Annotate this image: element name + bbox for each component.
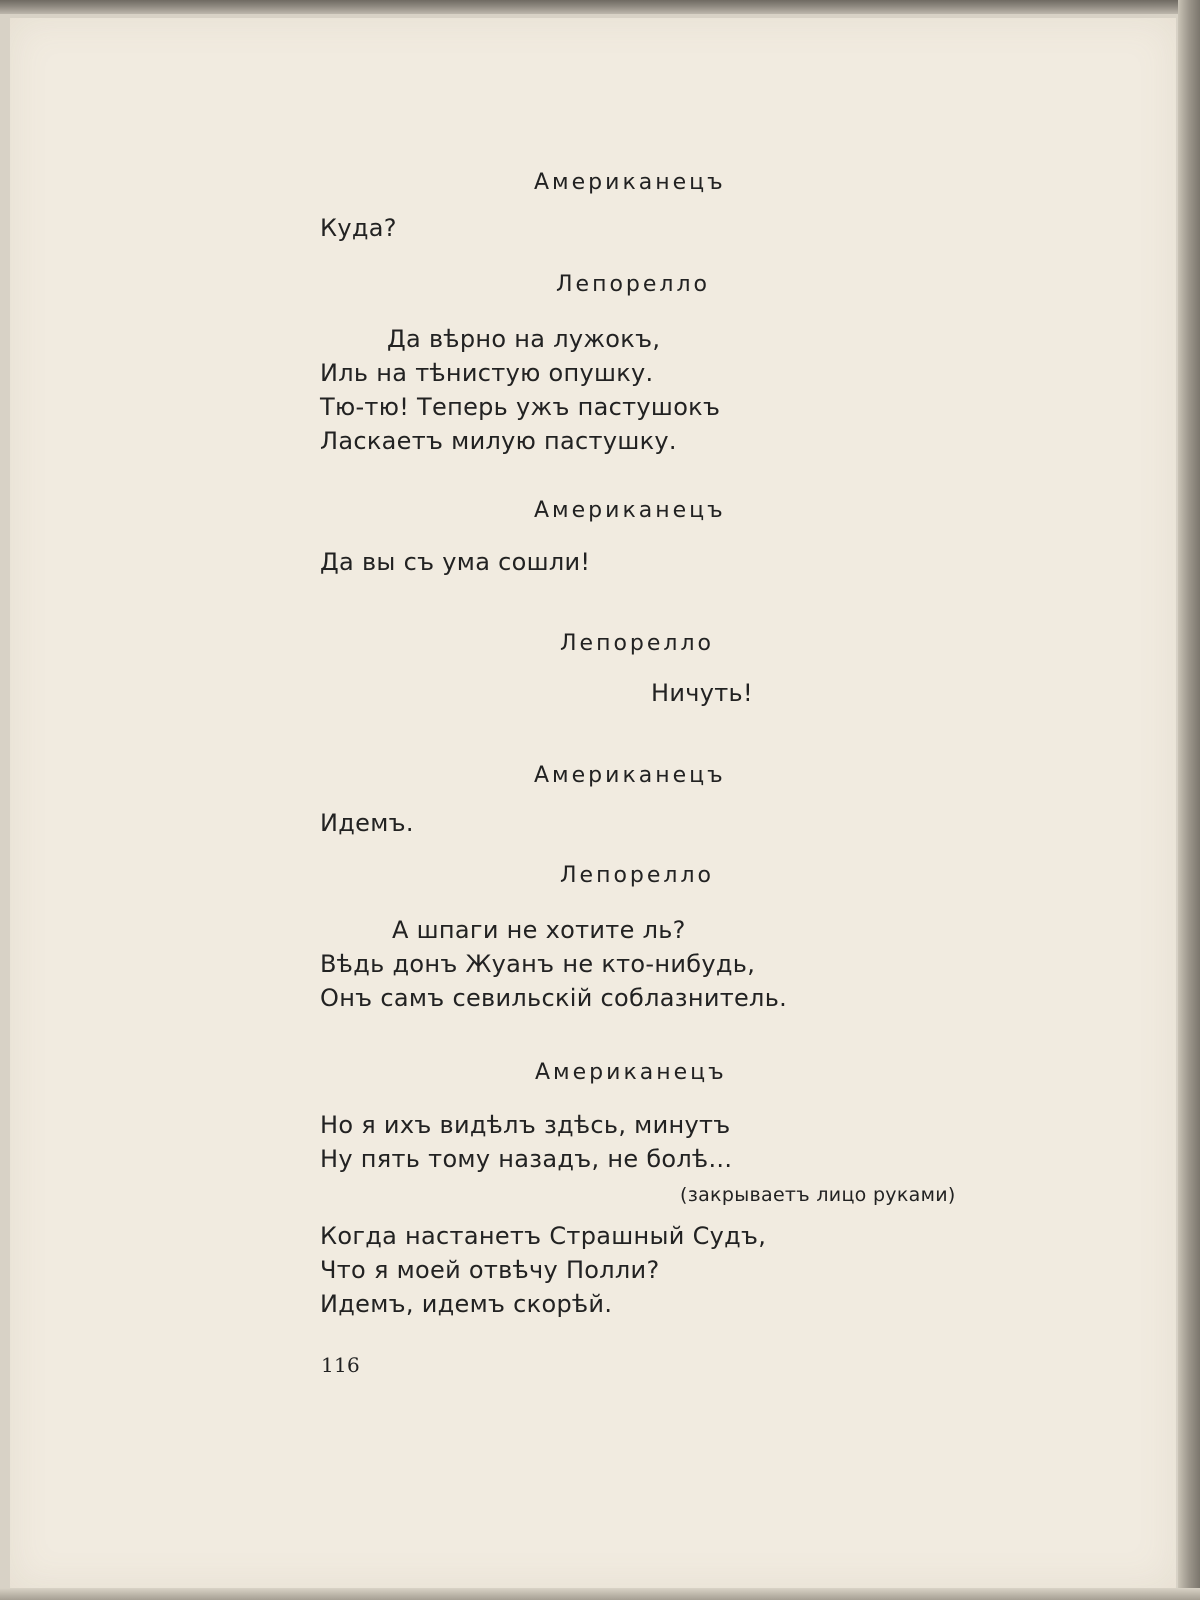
verse-line: Вѣдь донъ Жуанъ не кто-нибудь, (320, 950, 756, 978)
verse-line: А шпаги не хотите ль? (392, 916, 686, 944)
page-number: 116 (321, 1353, 361, 1377)
verse-line: Ну пять тому назадъ, не болѣ... (320, 1145, 733, 1173)
page-top-edge (0, 0, 1200, 14)
speaker-name: Лепорелло (560, 631, 715, 656)
speaker-name: Американецъ (534, 498, 726, 523)
verse-line: Ничуть! (651, 679, 753, 707)
verse-line: Идемъ, идемъ скорѣй. (320, 1290, 613, 1318)
verse-line: Когда настанетъ Страшный Судъ, (320, 1222, 767, 1250)
verse-line: Идемъ. (320, 809, 414, 837)
verse-line: Да вы съ ума сошли! (320, 548, 591, 576)
verse-line: Но я ихъ видѣлъ здѣсь, минутъ (320, 1111, 731, 1139)
book-page (10, 18, 1176, 1588)
page-right-edge (1178, 0, 1200, 1600)
verse-line: Ласкаетъ милую пастушку. (320, 427, 677, 455)
verse-line: Что я моей отвѣчу Полли? (320, 1256, 660, 1284)
verse-line: Иль на тѣнистую опушку. (320, 359, 654, 387)
speaker-name: Американецъ (534, 170, 726, 195)
speaker-name: Лепорелло (556, 272, 711, 297)
verse-line: Тю-тю! Теперь ужъ пастушокъ (320, 393, 721, 421)
stage-direction: (закрываетъ лицо руками) (680, 1184, 956, 1206)
verse-line: Онъ самъ севильскій соблазнитель. (320, 984, 788, 1012)
page-bottom-edge (0, 1588, 1200, 1600)
speaker-name: Американецъ (535, 1060, 727, 1085)
speaker-name: Лепорелло (560, 863, 715, 888)
verse-line: Куда? (320, 214, 397, 242)
verse-line: Да вѣрно на лужокъ, (387, 325, 661, 353)
speaker-name: Американецъ (534, 763, 726, 788)
